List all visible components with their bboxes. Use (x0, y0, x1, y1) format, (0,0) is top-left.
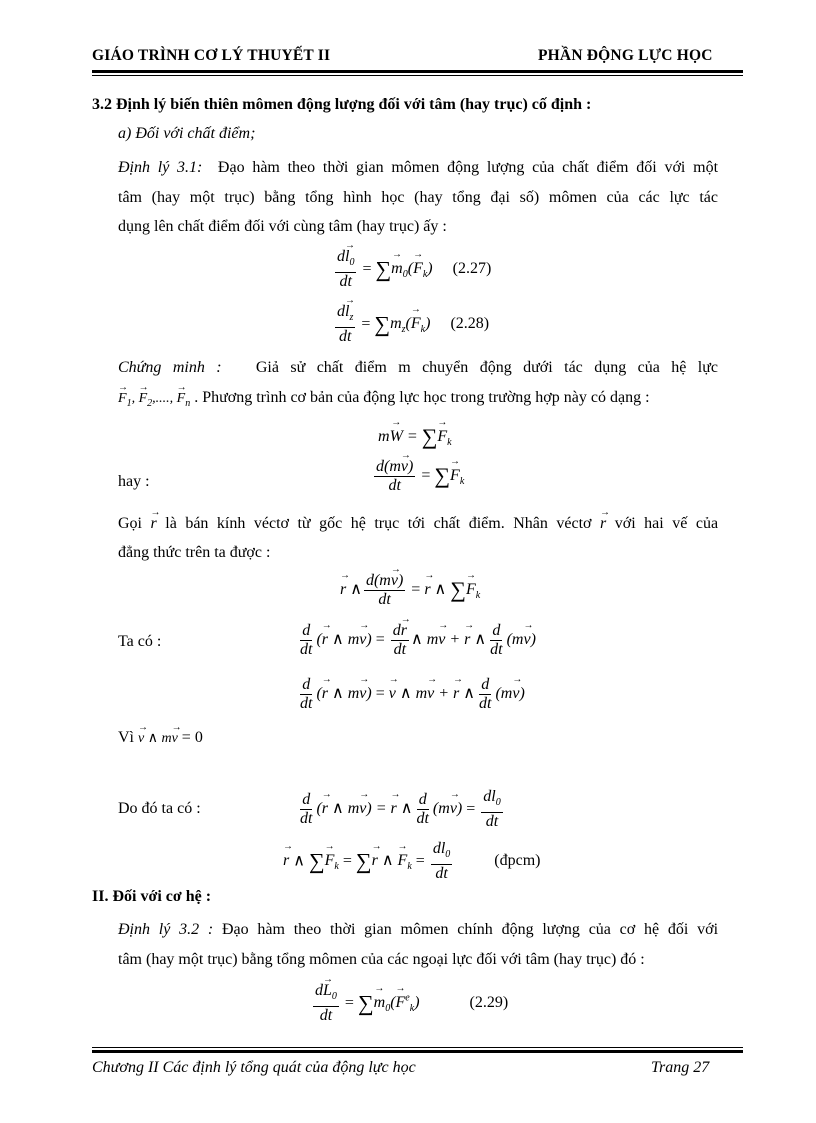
goi-line2: đẳng thức trên ta được : (118, 544, 271, 561)
theorem2-text1: Đạo hàm theo thời gian mômen chính động lượng của cơ hệ đối với (221, 921, 719, 938)
header-rule-thick (92, 70, 743, 73)
proof-line1 (118, 358, 718, 378)
goi-text-b: là bán kính véctơ từ gốc hệ trục tới chất điểm. Nhân véctơ (165, 515, 592, 532)
footer-page-number: Trang 27 (651, 1059, 710, 1076)
proof-line2: → $F_1$, → $F_2$,...., → $F_n$ . Phương trình cơ bản của động lực học trong trường hợp này có dạng : (118, 388, 718, 414)
header-left: GIÁO TRÌNH CƠ LÝ THUYẾT II (92, 47, 331, 64)
section2-title: II. Đối với cơ hệ : (92, 888, 212, 905)
eq-label-2-27: (2.27) (452, 260, 492, 278)
equation-2-28: $\frac{d\to l_z}{dt}$ = $\sum m_z(\to F_k)$ (2.28) (333, 303, 489, 346)
header-rule-thin (92, 75, 743, 76)
footer-left: Chương II Các định lý tổng quát của động lực học (92, 1059, 416, 1076)
equation-derivative-3: $\frac{d}{dt}$ (→ r ∧ m→ v) = → r ∧ $\frac{d}{dt}$ (m→ v) = $\frac{dl_0}{dt}$ (296, 788, 505, 831)
eq-label-2-29: (2.29) (469, 994, 509, 1012)
section-title: 3.2 Định lý biến thiên mômen động lượng đối với tâm (hay trục) cố định : (92, 96, 592, 113)
proof-text2: . Phương trình cơ bản của động lực học trong trường hợp này có dạng : (194, 389, 650, 406)
eq-label-2-28: (2.28) (450, 315, 490, 333)
theorem1-line1 (118, 158, 718, 178)
header-right: PHẦN ĐỘNG LỰC HỌC (538, 47, 713, 64)
theorem2-line1 (118, 920, 718, 940)
goi-text-a: Gọi (118, 515, 142, 532)
theorem1-label: Định lý 3.1: (118, 159, 203, 176)
equation-newton: m→ W = ∑→ $F_k$ (378, 424, 452, 450)
vi-label: Vì (118, 729, 134, 746)
proof-label: Chứng minh : (118, 359, 222, 376)
taco-label: Ta có : (118, 633, 162, 650)
theorem1-text1: Đạo hàm theo thời gian mômen động lượng của chất điểm đối với một (217, 159, 719, 176)
equation-derivative-2: $\frac{d}{dt}$ (→ r ∧ m→ v) = → v ∧ m→ v + → r ∧ $\frac{d}{dt}$ (m→ v) (296, 676, 525, 713)
equation-2-27: $\frac{d\to l_0}{dt}$ = ∑→ $m_0(\to F_k)$ (2.27) (333, 248, 491, 291)
subsection-a: a) Đối với chất điểm; (118, 125, 256, 142)
equation-result: → r ∧ ∑→ $F_k$ = ∑→ r ∧ → $F_k$ = $\frac{dl_0}{dt}$ (đpcm) (283, 840, 540, 883)
goi-text-c: với hai vế của (614, 515, 719, 532)
hay-label: hay : (118, 473, 150, 490)
theorem1-line2: tâm (hay một trục) bằng tổng hình học (hay tổng đại số) mômen của các lực tác (118, 189, 718, 206)
footer-rule-thin (92, 1047, 743, 1048)
goi-line1: Gọi → r là bán kính véctơ từ gốc hệ trục tới chất điểm. Nhân véctơ → r với hai vế của (118, 514, 718, 534)
theorem1-line3: dụng lên chất điểm đối với cùng tâm (hay trục) ấy : (118, 218, 447, 235)
equation-momentum: $\frac{d(m\to v)}{dt}$ = ∑→ $F_k$ (372, 458, 464, 495)
theorem2-line2: tâm (hay một trục) bằng tổng mômen của các ngoại lực đối với tâm (hay trục) đó : (118, 951, 645, 968)
equation-2-29: $\frac{d\to L_0}{dt}$ = ∑→ $m_0(\to F^e_k)$ (2.29) (311, 982, 508, 1025)
dodo-label: Do đó ta có : (118, 800, 201, 817)
theorem2-label: Định lý 3.2 : (118, 921, 214, 938)
proof-text1: Giả sử chất điểm m chuyển động dưới tác dụng của hệ lực (255, 359, 718, 376)
dpcm-label: (đpcm) (494, 852, 541, 870)
equation-derivative-1: $\frac{d}{dt}$ (→ r ∧ m→ v) = $\frac{d\to r}{dt}$ ∧ m→ v + → r ∧ $\frac{d}{dt}$ (m→ v) (296, 622, 536, 659)
equation-cross: → r ∧ $\frac{d(m\to v)}{dt}$ = → r ∧ ∑→ $F_k$ (340, 572, 480, 609)
vi-line: Vì → v ∧ m→ v = 0 (118, 728, 718, 749)
footer-rule-thick (92, 1050, 743, 1053)
